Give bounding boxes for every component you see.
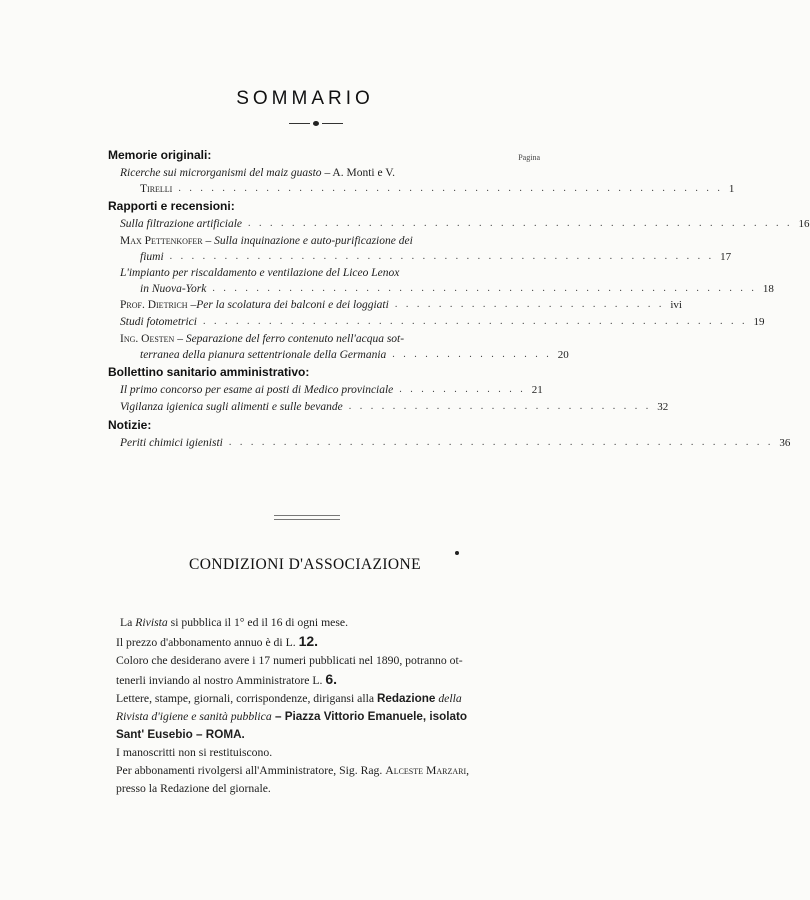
text-run: tenerli inviando al nostro Amministratore L. — [116, 674, 326, 687]
entry-author: Tirelli — [140, 183, 173, 195]
leader-dots: . . . . . . . . . . . . . . . . . . . . . . . . . — [394, 299, 665, 310]
entry-title: Sulla filtrazione artificiale — [120, 218, 243, 230]
leader-dots: . . . . . . . . . . . . . . . . . . . . . . . . . . . . — [348, 401, 652, 412]
back-issues-amount: 6. — [325, 671, 338, 687]
toc-entry[interactable] — [108, 382, 543, 399]
toc-entry[interactable] — [108, 216, 810, 233]
paragraph-back-issues-cont — [116, 670, 536, 690]
text-run: La — [120, 616, 136, 629]
text-run-bold: Sant' Eusebio – ROMA. — [116, 728, 245, 741]
section-heading-label: Bollettino sanitario amministrativo: — [108, 365, 310, 379]
paragraph-manuscripts — [116, 744, 536, 762]
toc-entry[interactable] — [108, 399, 669, 416]
leader-dots: . . . . . . . . . . . . . . . . . . . . . . . . . . . . . . . . . . . . . . . . . . . . . . . . . . — [228, 437, 774, 448]
conditions-heading: CONDIZIONI D'ASSOCIAZIONE — [189, 556, 421, 573]
text-run-italic: della — [435, 692, 462, 705]
paragraph-correspondence-cont — [116, 708, 536, 726]
entry-page: 21 — [531, 384, 543, 396]
text-run: Per abbonamenti rivolgersi all'Amministratore, Sig. Rag. — [116, 764, 386, 777]
ornament-diamond — [313, 121, 319, 126]
conditions-text — [116, 614, 536, 798]
paragraph-back-issues — [116, 652, 536, 670]
text-run: I manoscritti non si restituiscono. — [116, 746, 273, 759]
section-heading-memorie — [108, 146, 540, 165]
entry-title-cont: fiumi — [140, 251, 164, 263]
text-run: si pubblica il 1° ed il 16 di ogni mese. — [167, 616, 349, 629]
leader-dots: . . . . . . . . . . . . . . . . . . . . . . . . . . . . . . . . . . . . . . . . . . . . . . . . . . — [212, 283, 757, 294]
toc-entry[interactable] — [108, 165, 735, 197]
section-separator — [274, 515, 340, 520]
entry-title: Sulla inquinazione e auto-purificazione dei — [214, 235, 413, 247]
entry-title: Vigilanza igienica sugli alimenti e sulle bevande — [120, 401, 343, 413]
section-heading-rapporti — [108, 197, 536, 216]
entry-page: 16 — [798, 218, 810, 230]
entry-title: Studi fotometrici — [120, 316, 197, 328]
paragraph-subscriptions-cont — [116, 780, 536, 798]
text-run-italic: Rivista d'igiene e sanità pubblica — [116, 710, 272, 723]
administrator-name: Alceste Marzari — [385, 764, 467, 777]
leader-dots: . . . . . . . . . . . . . . . . . . . . . . . . . . . . . . . . . . . . . . . . . . . . . . . . . . — [178, 183, 723, 194]
entry-page: 19 — [753, 316, 765, 328]
ornament-line-left — [289, 123, 310, 124]
text-run-italic: Rivista — [135, 616, 168, 629]
section-heading-bollettino — [108, 363, 536, 382]
entry-author: Ing. Oesten – — [120, 333, 186, 345]
ornament-line-right — [322, 123, 343, 124]
entry-page: 18 — [762, 283, 774, 295]
leader-dots: . . . . . . . . . . . . . . . . . . . . . . . . . . . . . . . . . . . . . . . . . . . . . . . . . . — [202, 316, 748, 327]
text-run-bold: – Piazza Vittorio Emanuele, isolato — [271, 710, 467, 723]
entry-page: 36 — [779, 437, 791, 449]
toc-entry[interactable] — [108, 314, 765, 331]
leader-dots: . . . . . . . . . . . . . . . . . . . . . . . . . . . . . . . . . . . . . . . . . . . . . . . . . . — [169, 251, 715, 262]
entry-title-cont: terranea della pianura settentrionale della Germania — [140, 349, 387, 361]
leader-dots: . . . . . . . . . . . . — [399, 384, 526, 395]
toc-entry[interactable] — [108, 297, 682, 314]
entry-page: 1 — [728, 183, 735, 195]
paragraph-publication — [116, 614, 536, 632]
paragraph-correspondence-address — [116, 726, 536, 744]
paragraph-subscriptions — [116, 762, 536, 780]
entry-page: 20 — [557, 349, 569, 361]
entry-author: Max Pettenkofer – — [120, 235, 215, 247]
leader-dots: . . . . . . . . . . . . . . . — [392, 349, 552, 360]
text-run: , — [466, 764, 470, 777]
section-heading-notizie — [108, 416, 536, 435]
paragraph-price — [116, 632, 536, 652]
entry-title-cont: in Nuova-York — [140, 283, 207, 295]
pagina-column-label: Pagina — [518, 153, 540, 162]
entry-page: 32 — [657, 401, 669, 413]
entry-page: 17 — [720, 251, 732, 263]
entry-title: Periti chimici igienisti — [120, 437, 223, 449]
paragraph-correspondence — [116, 690, 536, 708]
text-run: Coloro che desiderano avere i 17 numeri pubblicati nel 1890, potranno ot- — [116, 654, 463, 667]
leader-dots: . . . . . . . . . . . . . . . . . . . . . . . . . . . . . . . . . . . . . . . . . . . . . . . . . . — [248, 218, 793, 229]
entry-title: L'impianto per riscaldamento e ventilazione del Liceo Lenox — [120, 267, 400, 279]
toc-entry[interactable] — [108, 435, 791, 452]
table-of-contents — [108, 146, 810, 452]
text-run: Il prezzo d'abbonamento annuo è di L. — [116, 636, 299, 649]
text-run-bold: Redazione — [376, 692, 436, 705]
toc-entry[interactable] — [108, 331, 569, 363]
text-run: Lettere, stampe, giornali, corrispondenze, dirigansi alla — [116, 692, 377, 705]
price-amount: 12. — [298, 633, 319, 649]
toc-entry[interactable] — [108, 265, 774, 297]
text-run: presso la Redazione del giornale. — [116, 782, 271, 795]
section-heading-label: Rapporti e recensioni: — [108, 199, 235, 213]
entry-title: Separazione del ferro contenuto nell'acqua sot- — [185, 333, 405, 345]
entry-authors: – A. Monti e V. — [321, 167, 395, 179]
entry-title: Il primo concorso per esame ai posti di Medico provinciale — [120, 384, 394, 396]
heading-dot-mark — [455, 551, 459, 555]
page-title: SOMMARIO — [236, 88, 374, 109]
entry-title: Per la scolatura dei balconi e dei loggiati — [196, 299, 389, 311]
entry-page: ivi — [670, 299, 682, 311]
entry-title: Ricerche sui microrganismi del maiz guasto — [120, 167, 322, 179]
toc-entry[interactable] — [108, 233, 732, 265]
section-heading-label: Notizie: — [108, 418, 152, 432]
title-ornament — [289, 120, 343, 128]
entry-author: Prof. Dietrich – — [120, 299, 197, 311]
section-heading-label: Memorie originali: — [108, 148, 212, 162]
